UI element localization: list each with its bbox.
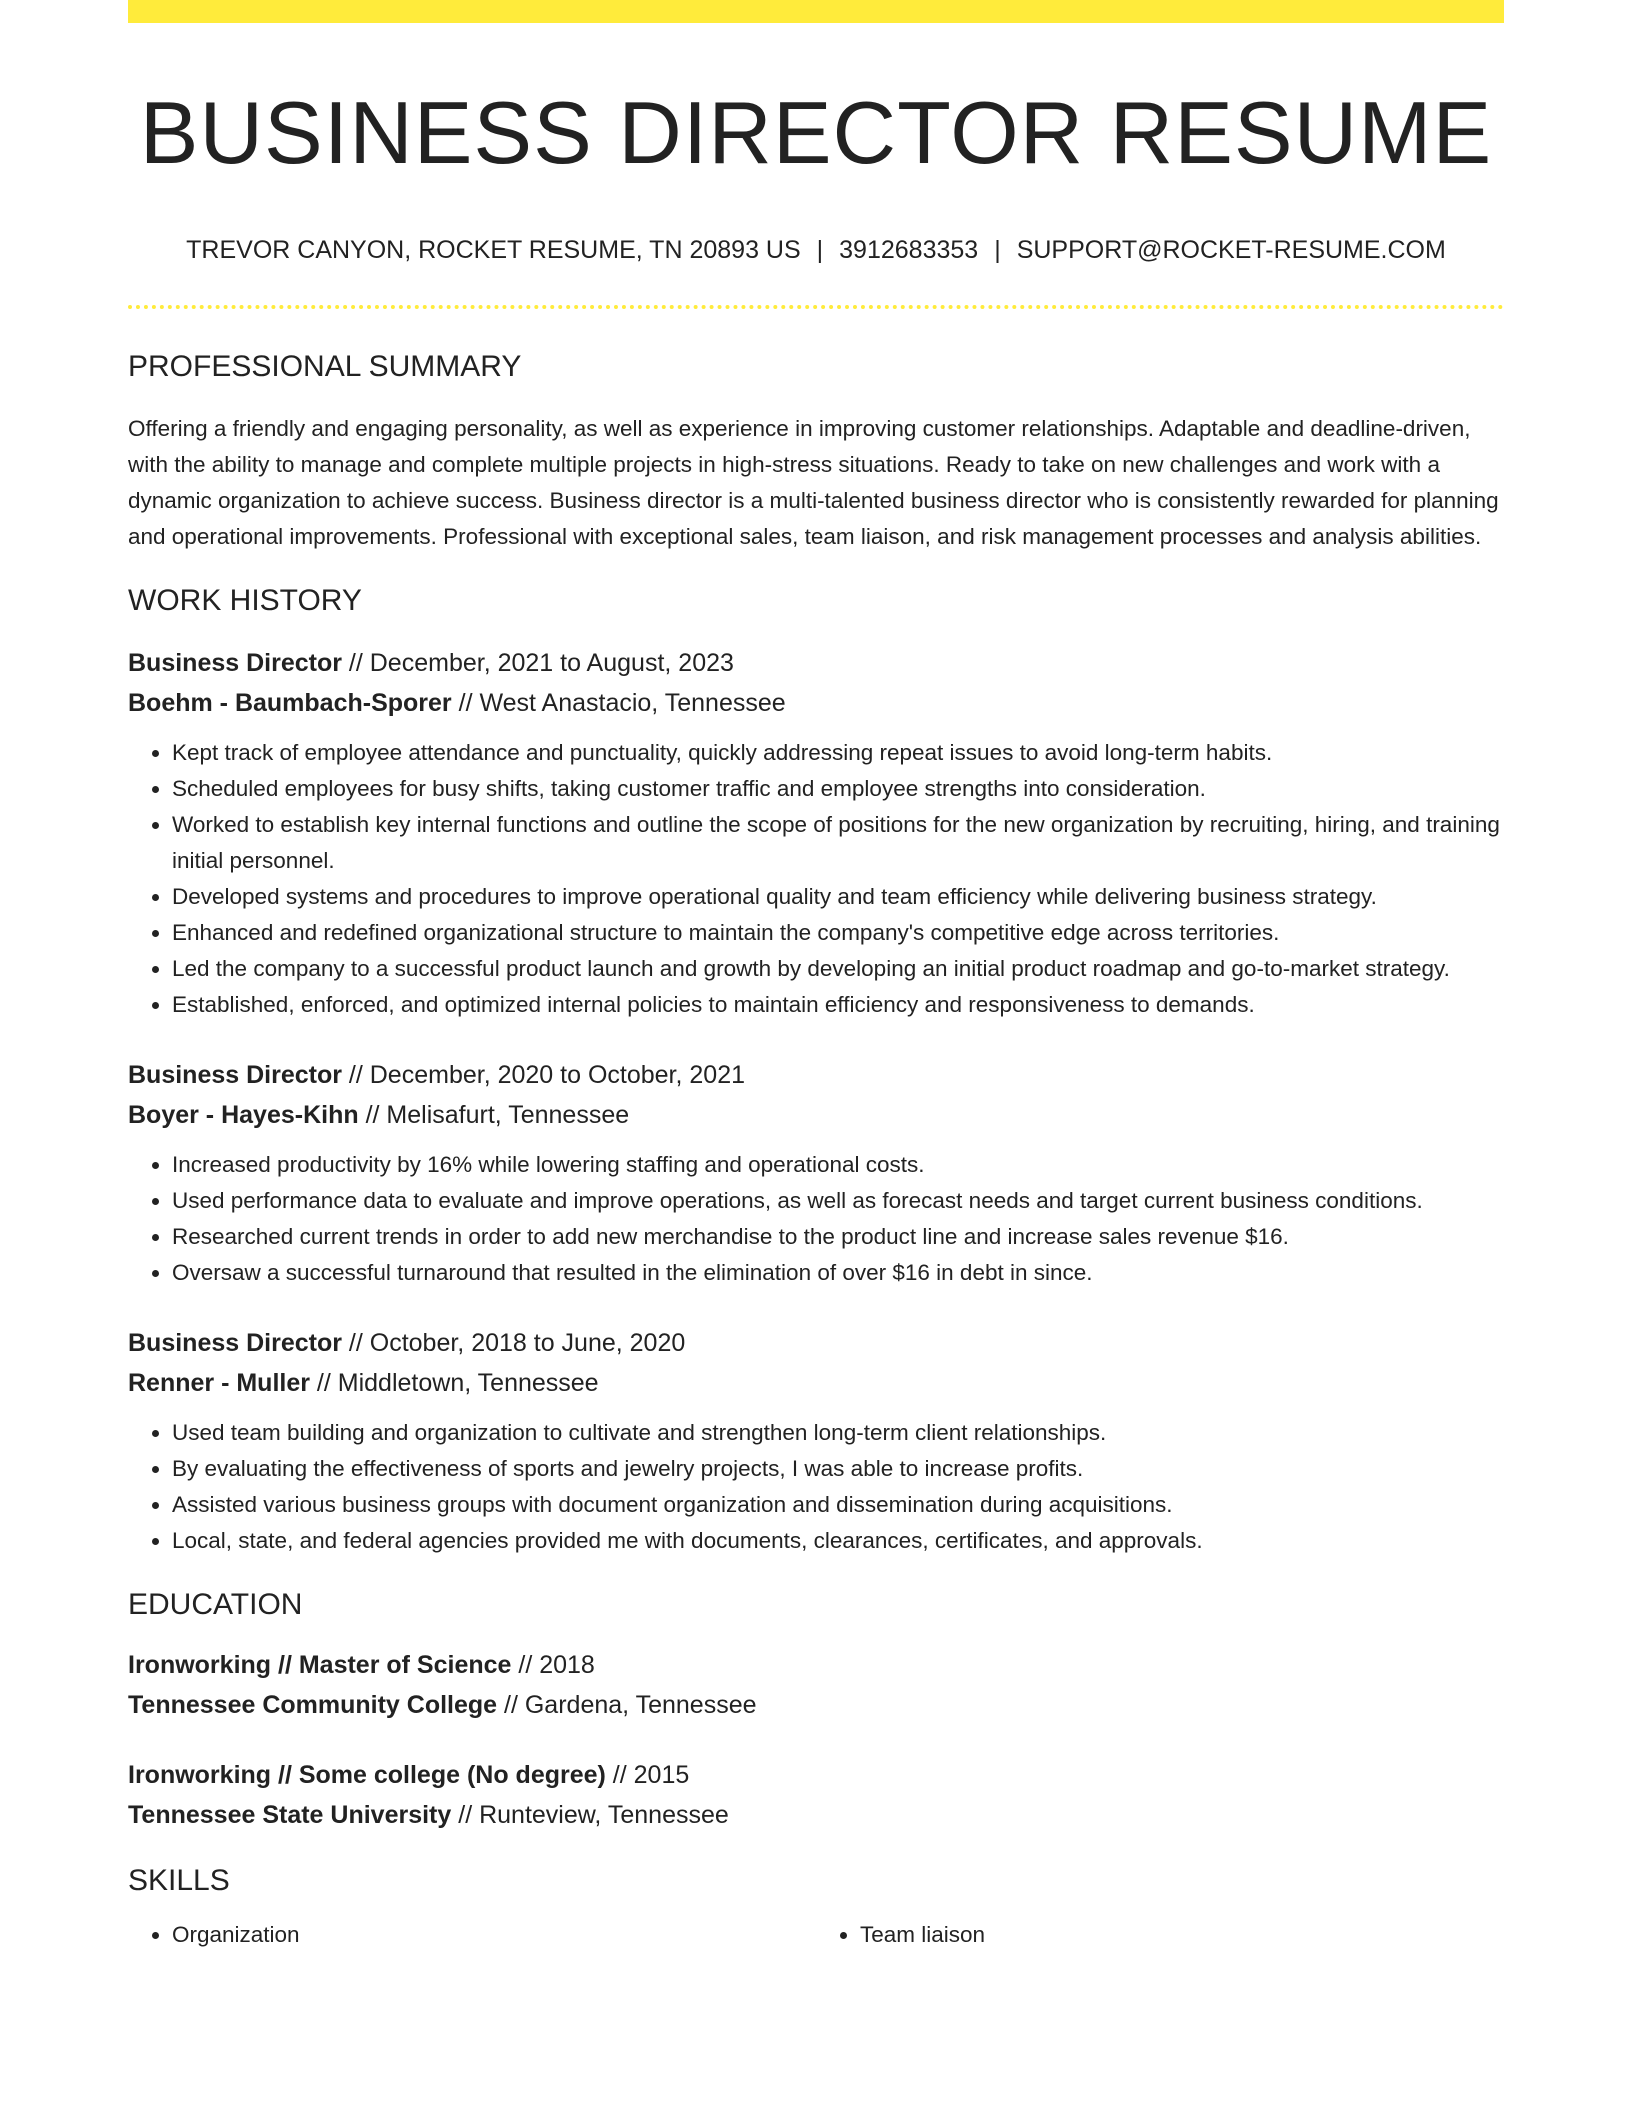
job-entry xyxy=(128,1323,1504,1559)
degree-year: // 2015 xyxy=(605,1761,690,1790)
job-dates: // October, 2018 to June, 2020 xyxy=(341,1329,686,1358)
job-title-line xyxy=(128,643,1504,683)
education-entry xyxy=(128,1755,1504,1835)
job-bullet: • Worked to establish key internal functions and outline the scope of positions for the new organization by recruiting, hiring, and training initial personnel. xyxy=(172,807,1504,879)
job-company: Boehm - Baumbach-Sporer xyxy=(128,689,452,718)
education-heading: EDUCATION xyxy=(128,1588,303,1622)
job-bullet: • Increased productivity by 16% while lowering staffing and operational costs. xyxy=(172,1147,1504,1183)
job-company-line xyxy=(128,683,1504,723)
skills-right-column xyxy=(816,1917,1504,1953)
job-entry xyxy=(128,643,1504,1023)
job-bullet: • Used team building and organization to cultivate and strengthen long-term client relationships. xyxy=(172,1415,1504,1451)
job-bullet: • Established, enforced, and optimized internal policies to maintain efficiency and responsiveness to demands. xyxy=(172,987,1504,1023)
contact-line xyxy=(128,235,1504,265)
job-company-line xyxy=(128,1095,1504,1135)
job-company: Renner - Muller xyxy=(128,1369,310,1398)
school-line xyxy=(128,1795,1504,1835)
school: Tennessee Community College xyxy=(128,1691,498,1720)
job-bullet: • Enhanced and redefined organizational structure to maintain the company's competitive edge across territories. xyxy=(172,915,1504,951)
school: Tennessee State University xyxy=(128,1801,452,1830)
job-bullet: • By evaluating the effectiveness of sports and jewelry projects, I was able to increase profits. xyxy=(172,1451,1504,1487)
work-history-heading: WORK HISTORY xyxy=(128,584,362,618)
job-bullet: • Researched current trends in order to add new merchandise to the product line and increase sales revenue $16. xyxy=(172,1219,1504,1255)
job-bullet: • Assisted various business groups with document organization and dissemination during acquisitions. xyxy=(172,1487,1504,1523)
skills-left-column xyxy=(128,1917,816,1953)
education-entry xyxy=(128,1645,1504,1725)
skill-item: • Team liaison xyxy=(860,1917,1504,1953)
resume-title: BUSINESS DIRECTOR RESUME xyxy=(139,83,1493,182)
school-line xyxy=(128,1685,1504,1725)
job-location: // Melisafurt, Tennessee xyxy=(358,1101,630,1130)
skills-grid xyxy=(128,1917,1504,1953)
job-bullet: • Scheduled employees for busy shifts, taking customer traffic and employee strengths into consideration. xyxy=(172,771,1504,807)
job-bullets xyxy=(128,1415,1504,1559)
school-location: // Runteview, Tennessee xyxy=(451,1801,729,1830)
job-bullet: • Oversaw a successful turnaround that resulted in the elimination of over $16 in debt in since. xyxy=(172,1255,1504,1291)
job-location: // Middletown, Tennessee xyxy=(309,1369,599,1398)
degree-year: // 2018 xyxy=(511,1651,595,1680)
summary-text: Offering a friendly and engaging personality, as well as experience in improving customer relationships. Adaptable and deadline-driven, with the ability to manage and complete multiple projects in high-stress situations. Ready to take on new challenges and work with a dynamic organization to achieve success. Business director is a multi-talented business director who is consistently rewarded for planning and operational improvements. Professional with exceptional sales, team liaison, and risk management processes and analysis abilities. xyxy=(128,416,1499,550)
job-entry xyxy=(128,1055,1504,1291)
school-location: // Gardena, Tennessee xyxy=(497,1691,757,1720)
job-title: Business Director xyxy=(128,1061,342,1090)
degree: Ironworking // Master of Science xyxy=(128,1651,512,1680)
job-title: Business Director xyxy=(128,649,342,678)
job-company: Boyer - Hayes-Kihn xyxy=(128,1101,359,1130)
accent-top-bar xyxy=(128,0,1504,23)
contact-separator: | xyxy=(816,236,824,265)
job-bullet: • Led the company to a successful product launch and growth by developing an initial product roadmap and go-to-market strategy. xyxy=(172,951,1504,987)
job-bullet: • Local, state, and federal agencies provided me with documents, clearances, certificates, and approvals. xyxy=(172,1523,1504,1559)
dotted-divider xyxy=(128,305,1504,309)
job-title-line xyxy=(128,1055,1504,1095)
job-bullet: • Developed systems and procedures to improve operational quality and team efficiency while delivering business strategy. xyxy=(172,879,1504,915)
contact-email: SUPPORT@ROCKET-RESUME.COM xyxy=(1016,236,1446,265)
job-company-line xyxy=(128,1363,1504,1403)
skills-heading: SKILLS xyxy=(128,1864,230,1898)
job-bullets xyxy=(128,1147,1504,1291)
resume-page xyxy=(128,0,1504,1953)
skill-item: • Organization xyxy=(172,1917,816,1953)
job-bullet: • Kept track of employee attendance and punctuality, quickly addressing repeat issues to avoid long-term habits. xyxy=(172,735,1504,771)
job-dates: // December, 2021 to August, 2023 xyxy=(341,649,734,678)
job-title-line xyxy=(128,1323,1504,1363)
contact-address: TREVOR CANYON, ROCKET RESUME, TN 20893 US xyxy=(186,236,801,265)
job-dates: // December, 2020 to October, 2021 xyxy=(341,1061,745,1090)
degree: Ironworking // Some college (No degree) xyxy=(128,1761,606,1790)
degree-line xyxy=(128,1645,1504,1685)
degree-line xyxy=(128,1755,1504,1795)
job-bullet: • Used performance data to evaluate and improve operations, as well as forecast needs and target current business conditions. xyxy=(172,1183,1504,1219)
job-location: // West Anastacio, Tennessee xyxy=(451,689,786,718)
job-bullets xyxy=(128,735,1504,1023)
summary-heading: PROFESSIONAL SUMMARY xyxy=(128,350,522,384)
contact-phone: 3912683353 xyxy=(839,236,979,265)
job-title: Business Director xyxy=(128,1329,342,1358)
contact-separator: | xyxy=(994,236,1001,265)
